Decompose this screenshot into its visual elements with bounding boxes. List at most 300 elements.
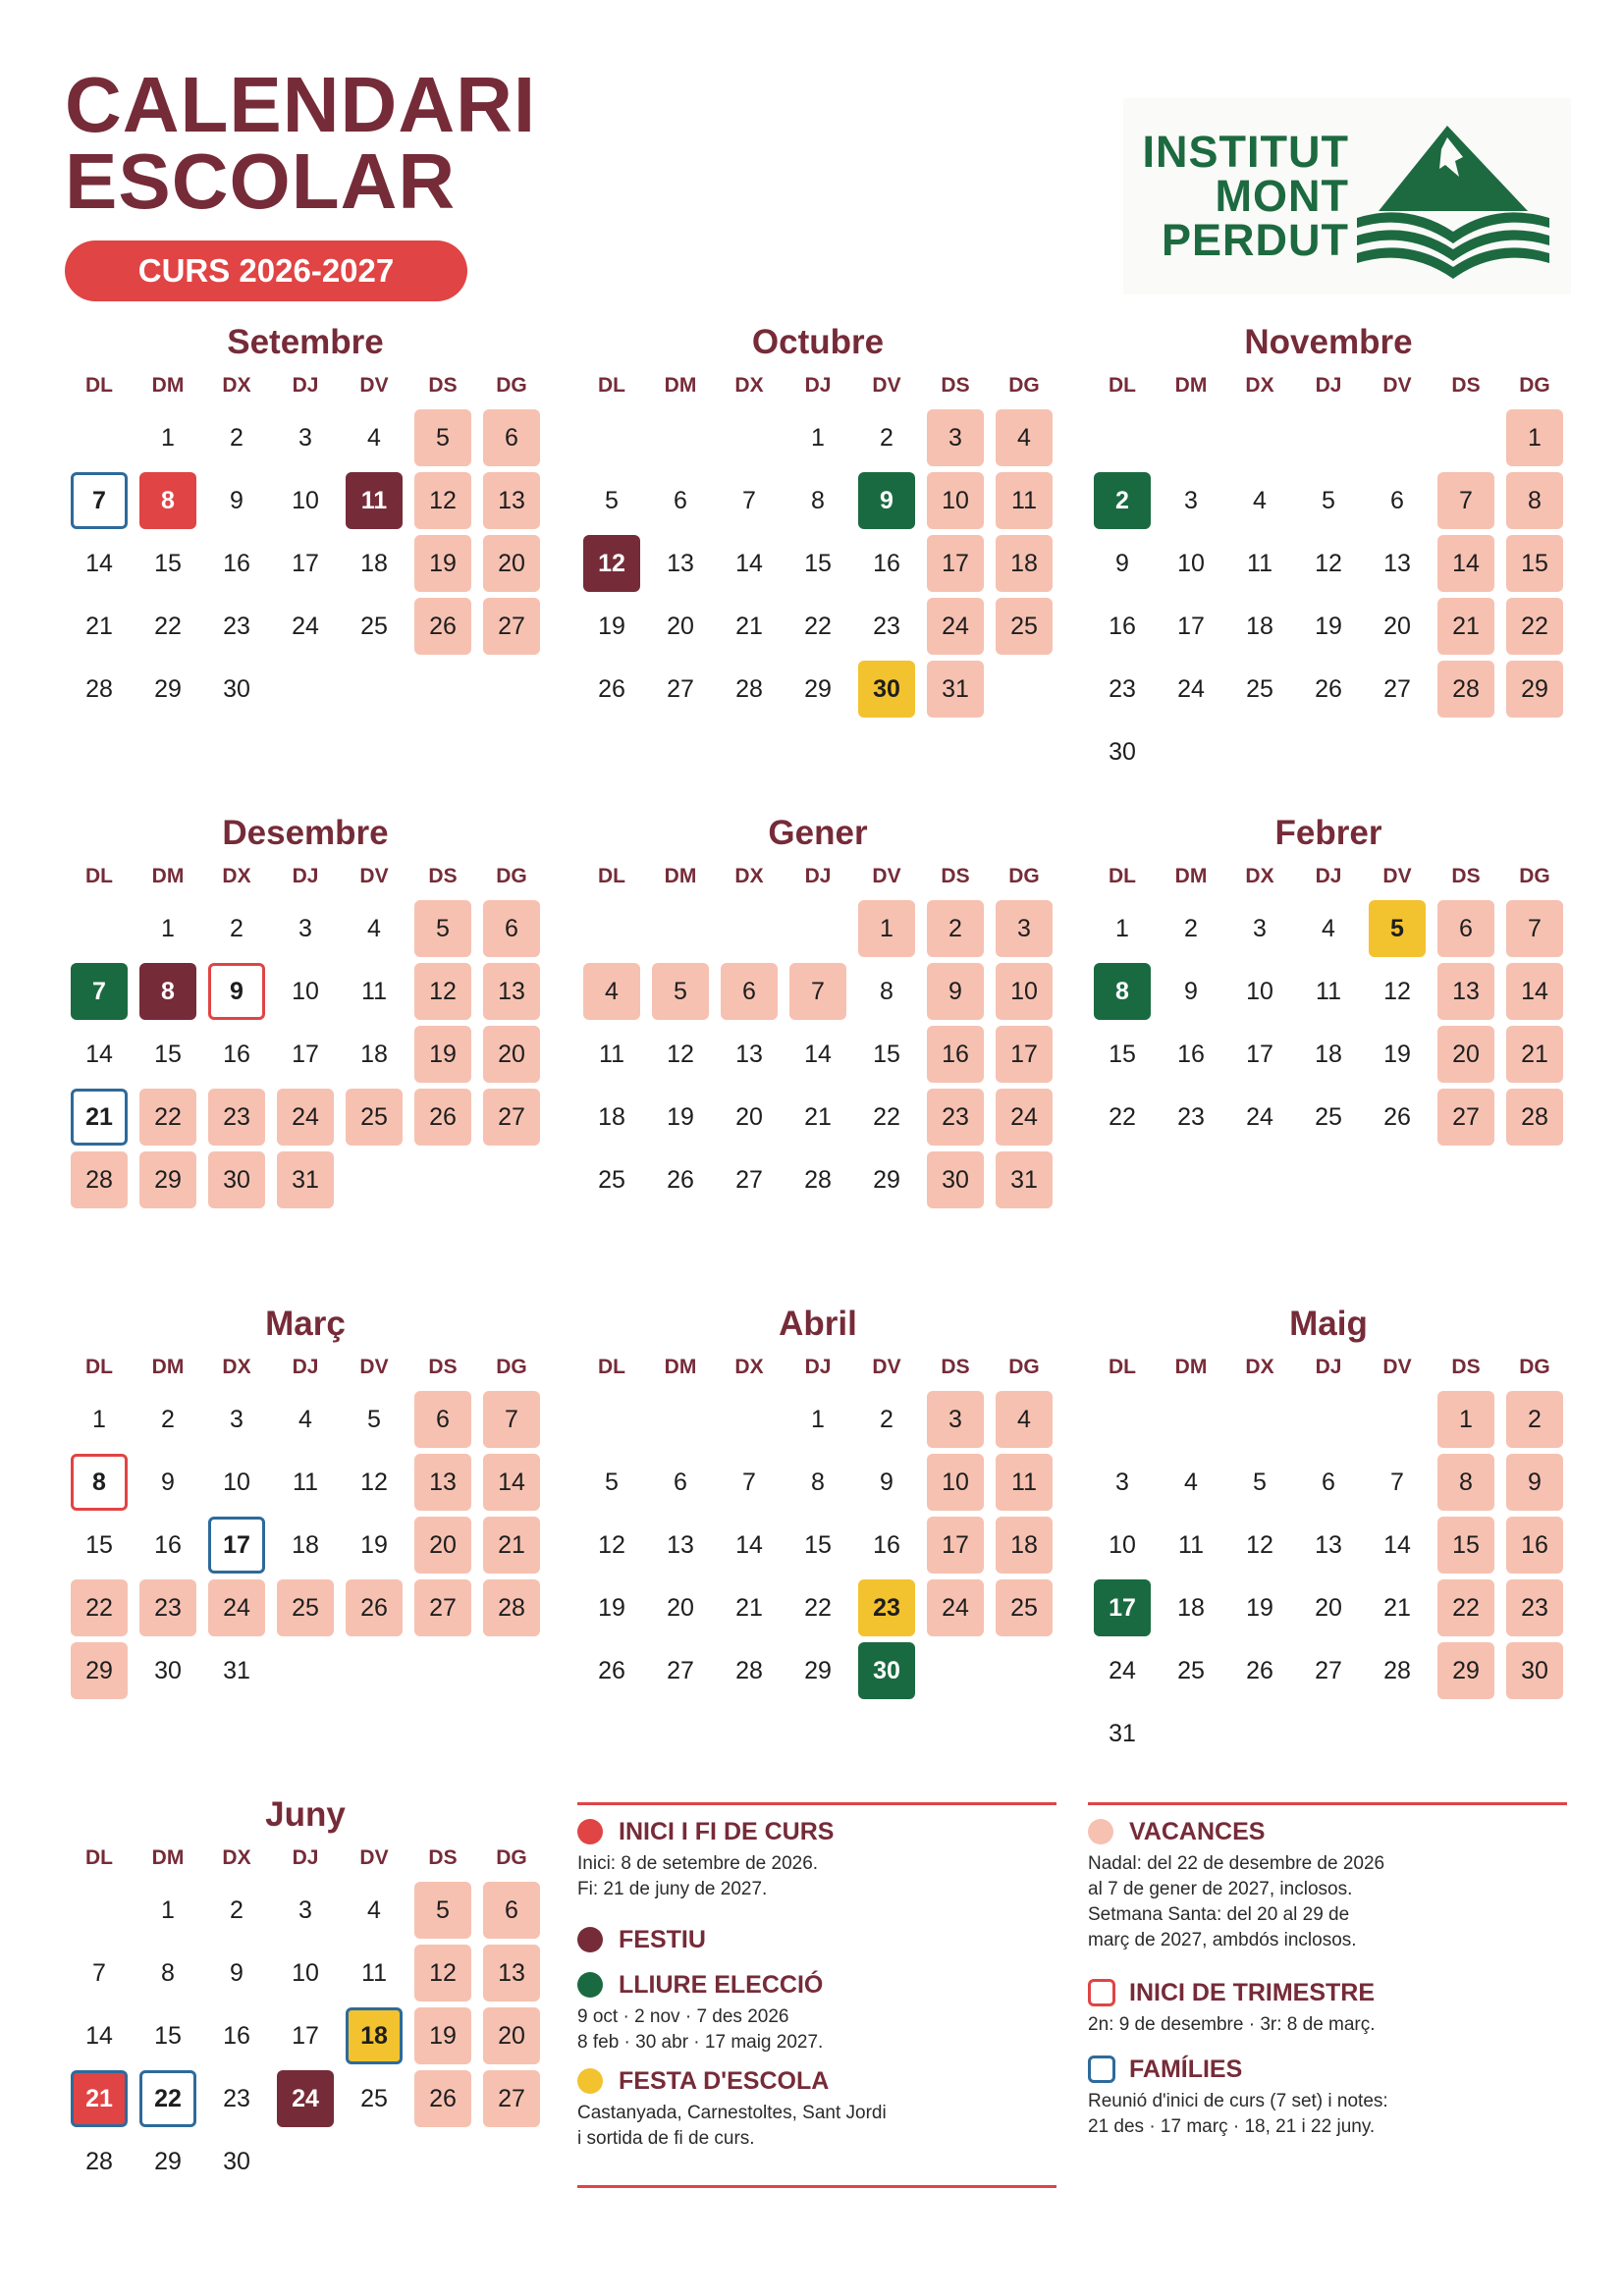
day-cell (1157, 1576, 1225, 1639)
day-number: 7 (92, 1958, 106, 1987)
day-cell (1363, 658, 1432, 721)
day-cell (1432, 1576, 1500, 1639)
day-cell (65, 1086, 134, 1148)
day-cell (408, 406, 477, 469)
day-number: 24 (927, 598, 984, 655)
day-cell (1157, 1451, 1225, 1514)
day-cell (408, 1023, 477, 1086)
month-març (65, 1302, 546, 1702)
day-number: 19 (667, 1102, 694, 1131)
day-number: 3 (927, 409, 984, 466)
day-number: 2 (230, 423, 244, 452)
day-number: 15 (804, 549, 832, 577)
day-number: 23 (223, 612, 250, 640)
day-number: 9 (1184, 977, 1198, 1005)
day-number: 25 (1177, 1656, 1205, 1684)
legend-vacances-title: VACANCES (1129, 1817, 1266, 1845)
weekday-label: DL (1109, 865, 1136, 887)
day-number: 7 (742, 486, 756, 514)
day-number: 30 (223, 674, 250, 703)
day-cell (271, 897, 340, 960)
empty-cell (1363, 406, 1432, 469)
day-cell (921, 1148, 990, 1211)
day-cell (202, 1576, 271, 1639)
day-cell (1500, 1514, 1569, 1576)
day-number: 19 (414, 1026, 471, 1083)
weekday-header (1088, 1347, 1569, 1388)
legend-vacances (1088, 1816, 1384, 1953)
weekday-label: DG (496, 1846, 527, 1869)
day-number: 10 (1177, 549, 1205, 577)
day-cell (1432, 595, 1500, 658)
day-number: 5 (414, 900, 471, 957)
day-number: 3 (298, 423, 312, 452)
day-cell (134, 897, 202, 960)
day-number: 5 (414, 1882, 471, 1939)
day-number: 28 (1506, 1089, 1563, 1146)
day-cell (1432, 1388, 1500, 1451)
day-grid (577, 406, 1058, 721)
day-number: 30 (858, 661, 915, 718)
day-cell (646, 1639, 715, 1702)
weekday-label: DM (664, 374, 697, 397)
day-number: 27 (667, 674, 694, 703)
day-number: 11 (996, 1454, 1053, 1511)
weekday-label: DM (151, 374, 185, 397)
day-cell (715, 658, 784, 721)
day-cell (202, 1451, 271, 1514)
day-number: 29 (139, 1151, 196, 1208)
day-number: 12 (583, 535, 640, 592)
day-cell (340, 1514, 408, 1576)
day-number: 25 (1246, 674, 1273, 703)
day-number: 27 (483, 1089, 540, 1146)
empty-cell (1294, 1388, 1363, 1451)
day-number: 9 (230, 1958, 244, 1987)
month-juny (65, 1792, 546, 2193)
day-cell (1088, 469, 1157, 532)
day-number: 14 (1437, 535, 1494, 592)
day-cell (271, 1942, 340, 2004)
weekday-label: DX (222, 1356, 251, 1378)
day-number: 2 (230, 914, 244, 942)
day-number: 8 (811, 486, 825, 514)
weekday-label: DX (1245, 1356, 1274, 1378)
day-number: 6 (1322, 1468, 1335, 1496)
day-cell (271, 1576, 340, 1639)
day-cell (202, 1023, 271, 1086)
weekday-label: DV (359, 1356, 389, 1378)
day-number: 29 (154, 2147, 182, 2175)
day-number: 3 (996, 900, 1053, 957)
day-cell (1225, 469, 1294, 532)
month-name: Novembre (1244, 323, 1413, 361)
empty-cell (1294, 406, 1363, 469)
day-number: 3 (230, 1405, 244, 1433)
green-dot-icon (577, 1972, 603, 1998)
day-cell (646, 1576, 715, 1639)
day-cell (477, 1388, 546, 1451)
day-cell (340, 1576, 408, 1639)
salmon-dot-icon (1088, 1819, 1113, 1844)
day-cell (477, 2067, 546, 2130)
day-cell (134, 658, 202, 721)
day-number: 8 (161, 1958, 175, 1987)
day-cell (134, 406, 202, 469)
logo-text (1142, 127, 1349, 265)
weekday-label: DL (598, 865, 625, 887)
day-cell (715, 1639, 784, 1702)
day-number: 29 (154, 674, 182, 703)
day-cell (784, 960, 852, 1023)
day-cell (271, 1879, 340, 1942)
day-cell (408, 1576, 477, 1639)
day-number: 26 (414, 2070, 471, 2127)
day-number: 27 (1437, 1089, 1494, 1146)
day-number: 10 (927, 1454, 984, 1511)
day-number: 24 (996, 1089, 1053, 1146)
day-number: 23 (1177, 1102, 1205, 1131)
month-novembre (1088, 320, 1569, 783)
day-number: 6 (483, 1882, 540, 1939)
day-cell (477, 1942, 546, 2004)
day-number: 23 (858, 1579, 915, 1636)
day-number: 15 (1109, 1040, 1136, 1068)
day-cell (134, 1086, 202, 1148)
day-number: 18 (1177, 1593, 1205, 1622)
day-number: 14 (85, 549, 113, 577)
weekday-label: DV (1382, 1356, 1412, 1378)
day-number: 1 (811, 1405, 825, 1433)
day-number: 21 (483, 1517, 540, 1574)
day-number: 21 (71, 1089, 128, 1146)
day-number: 25 (360, 612, 388, 640)
day-number: 31 (223, 1656, 250, 1684)
month-name: Juny (265, 1795, 346, 1834)
day-number: 4 (583, 963, 640, 1020)
day-cell (852, 1086, 921, 1148)
day-cell (1088, 1514, 1157, 1576)
day-number: 30 (154, 1656, 182, 1684)
month-gener (577, 811, 1058, 1211)
day-number: 27 (483, 2070, 540, 2127)
day-cell (990, 960, 1058, 1023)
empty-cell (1225, 406, 1294, 469)
day-cell (577, 1514, 646, 1576)
day-number: 11 (599, 1040, 624, 1068)
day-cell (202, 658, 271, 721)
weekday-label: DG (496, 1356, 527, 1378)
day-number: 27 (414, 1579, 471, 1636)
day-cell (1432, 1023, 1500, 1086)
logo-line-3: PERDUT (1161, 215, 1349, 265)
day-number: 27 (735, 1165, 763, 1194)
day-cell (271, 2067, 340, 2130)
day-grid (1088, 897, 1569, 1148)
day-cell (1294, 897, 1363, 960)
day-number: 4 (367, 423, 381, 452)
day-number: 11 (293, 1468, 318, 1496)
legend-families (1088, 2054, 1388, 2140)
day-cell (1088, 1576, 1157, 1639)
day-cell (646, 1086, 715, 1148)
day-number: 17 (1094, 1579, 1151, 1636)
weekday-label: DM (151, 1846, 185, 1869)
day-cell (1225, 1023, 1294, 1086)
day-number: 14 (735, 549, 763, 577)
month-name: Febrer (1274, 814, 1382, 852)
day-cell (1157, 1514, 1225, 1576)
day-number: 15 (804, 1530, 832, 1559)
day-cell (646, 960, 715, 1023)
day-cell (646, 595, 715, 658)
day-number: 18 (598, 1102, 625, 1131)
day-cell (340, 2004, 408, 2067)
day-number: 13 (667, 549, 694, 577)
day-number: 10 (223, 1468, 250, 1496)
day-cell (1088, 595, 1157, 658)
day-cell (852, 1023, 921, 1086)
day-number: 6 (674, 1468, 687, 1496)
empty-cell (1157, 1388, 1225, 1451)
weekday-label: DG (1519, 865, 1550, 887)
day-cell (784, 406, 852, 469)
day-number: 9 (858, 472, 915, 529)
empty-cell (1088, 406, 1157, 469)
empty-cell (577, 406, 646, 469)
legend-trimestre (1088, 1977, 1376, 2038)
day-cell (577, 1023, 646, 1086)
day-number: 17 (292, 549, 319, 577)
day-cell (1294, 1639, 1363, 1702)
day-cell (990, 595, 1058, 658)
day-number: 9 (1115, 549, 1129, 577)
day-number: 19 (414, 2007, 471, 2064)
day-cell (1363, 1639, 1432, 1702)
day-number: 15 (1506, 535, 1563, 592)
day-number: 29 (71, 1642, 128, 1699)
day-number: 17 (996, 1026, 1053, 1083)
day-cell (921, 1023, 990, 1086)
legend-divider-top-right (1088, 1802, 1567, 1805)
day-cell (1088, 1451, 1157, 1514)
day-number: 30 (1506, 1642, 1563, 1699)
day-cell (340, 469, 408, 532)
day-number: 7 (71, 472, 128, 529)
day-number: 28 (483, 1579, 540, 1636)
day-cell (202, 1879, 271, 1942)
weekday-header (1088, 856, 1569, 897)
day-number: 1 (811, 423, 825, 452)
day-number: 3 (1115, 1468, 1129, 1496)
day-number: 22 (71, 1579, 128, 1636)
day-cell (202, 406, 271, 469)
day-number: 15 (1437, 1517, 1494, 1574)
day-number: 17 (927, 535, 984, 592)
day-cell (715, 1514, 784, 1576)
day-number: 5 (367, 1405, 381, 1433)
day-number: 19 (1383, 1040, 1411, 1068)
weekday-label: DJ (1315, 865, 1342, 887)
day-number: 11 (361, 1958, 387, 1987)
day-grid (65, 1879, 546, 2193)
day-number: 24 (927, 1579, 984, 1636)
day-number: 5 (652, 963, 709, 1020)
day-number: 7 (71, 963, 128, 1020)
weekday-label: DV (359, 374, 389, 397)
day-number: 30 (858, 1642, 915, 1699)
weekday-label: DS (941, 865, 970, 887)
day-number: 20 (414, 1517, 471, 1574)
day-cell (65, 2067, 134, 2130)
day-number: 18 (996, 535, 1053, 592)
day-cell (477, 1023, 546, 1086)
day-cell (1500, 960, 1569, 1023)
weekday-label: DG (496, 374, 527, 397)
day-number: 7 (1390, 1468, 1404, 1496)
day-cell (1088, 1023, 1157, 1086)
legend-inici-fi (577, 1816, 834, 1902)
day-number: 12 (1383, 977, 1411, 1005)
day-cell (1500, 658, 1569, 721)
day-number: 26 (598, 674, 625, 703)
day-cell (1157, 595, 1225, 658)
day-number: 23 (1506, 1579, 1563, 1636)
day-number: 10 (292, 1958, 319, 1987)
day-cell (1088, 1639, 1157, 1702)
weekday-label: DL (598, 1356, 625, 1378)
day-number: 28 (1437, 661, 1494, 718)
day-number: 23 (139, 1579, 196, 1636)
day-cell (202, 2067, 271, 2130)
legend-escola (577, 2065, 887, 2152)
title-line-1: CALENDARI (65, 61, 537, 148)
day-cell (65, 1148, 134, 1211)
day-cell (784, 1576, 852, 1639)
day-number: 8 (811, 1468, 825, 1496)
weekday-label: DG (1519, 1356, 1550, 1378)
day-cell (1363, 1023, 1432, 1086)
day-number: 30 (1109, 737, 1136, 766)
day-cell (1088, 897, 1157, 960)
legend-escola-text-2: i sortida de fi de curs. (577, 2128, 755, 2149)
day-number: 6 (483, 900, 540, 957)
day-number: 18 (360, 1040, 388, 1068)
day-cell (1225, 658, 1294, 721)
day-number: 8 (1506, 472, 1563, 529)
day-cell (1225, 1086, 1294, 1148)
empty-cell (65, 1879, 134, 1942)
day-number: 20 (735, 1102, 763, 1131)
day-cell (784, 1148, 852, 1211)
day-number: 13 (483, 472, 540, 529)
day-cell (134, 2004, 202, 2067)
day-cell (202, 2004, 271, 2067)
legend-vacances-text-4: març de 2027, ambdós inclosos. (1088, 1930, 1357, 1950)
day-number: 5 (1253, 1468, 1267, 1496)
day-cell (852, 1514, 921, 1576)
day-number: 28 (735, 1656, 763, 1684)
day-number: 8 (880, 977, 893, 1005)
maroon-dot-icon (577, 1927, 603, 1952)
day-number: 27 (1383, 674, 1411, 703)
day-cell (921, 406, 990, 469)
day-cell (408, 960, 477, 1023)
day-cell (1432, 1086, 1500, 1148)
day-cell (577, 1086, 646, 1148)
day-number: 11 (996, 472, 1053, 529)
legend-vacances-text-2: al 7 de gener de 2027, inclosos. (1088, 1879, 1353, 1899)
day-cell (1500, 532, 1569, 595)
weekday-header (65, 1838, 546, 1879)
day-cell (1157, 469, 1225, 532)
day-number: 4 (367, 1896, 381, 1924)
day-cell (577, 1148, 646, 1211)
calendar-title (65, 61, 537, 225)
day-cell (340, 897, 408, 960)
day-cell (340, 2067, 408, 2130)
day-cell (134, 1879, 202, 1942)
weekday-label: DL (85, 374, 113, 397)
day-number: 26 (1315, 674, 1342, 703)
day-cell (1432, 532, 1500, 595)
day-cell (1225, 1639, 1294, 1702)
weekday-header (577, 365, 1058, 406)
day-cell (577, 1639, 646, 1702)
day-cell (1294, 658, 1363, 721)
day-cell (271, 1086, 340, 1148)
day-cell (784, 532, 852, 595)
day-cell (1363, 532, 1432, 595)
day-cell (1157, 1639, 1225, 1702)
day-number: 14 (804, 1040, 832, 1068)
day-number: 17 (292, 1040, 319, 1068)
weekday-label: DV (1382, 374, 1412, 397)
day-cell (1294, 1086, 1363, 1148)
day-cell (715, 595, 784, 658)
weekday-label: DG (1008, 374, 1040, 397)
day-cell (340, 406, 408, 469)
day-number: 27 (483, 598, 540, 655)
day-cell (271, 595, 340, 658)
day-cell (1432, 1639, 1500, 1702)
weekday-label: DM (664, 1356, 697, 1378)
day-number: 24 (1109, 1656, 1136, 1684)
empty-cell (1088, 1388, 1157, 1451)
weekday-label: DJ (804, 1356, 832, 1378)
day-cell (134, 1451, 202, 1514)
empty-cell (1363, 1388, 1432, 1451)
day-number: 4 (1322, 914, 1335, 942)
weekday-label: DJ (292, 1846, 319, 1869)
day-cell (408, 532, 477, 595)
day-number: 13 (667, 1530, 694, 1559)
empty-cell (65, 406, 134, 469)
day-cell (477, 2004, 546, 2067)
day-cell (408, 897, 477, 960)
day-cell (202, 2130, 271, 2193)
day-cell (134, 1148, 202, 1211)
day-number: 12 (667, 1040, 694, 1068)
day-number: 29 (1437, 1642, 1494, 1699)
month-name: Setembre (227, 323, 384, 361)
blue-square-icon (1088, 2056, 1115, 2083)
day-cell (477, 1451, 546, 1514)
weekday-label: DX (222, 865, 251, 887)
day-cell (1088, 721, 1157, 783)
day-cell (921, 960, 990, 1023)
day-cell (990, 1023, 1058, 1086)
